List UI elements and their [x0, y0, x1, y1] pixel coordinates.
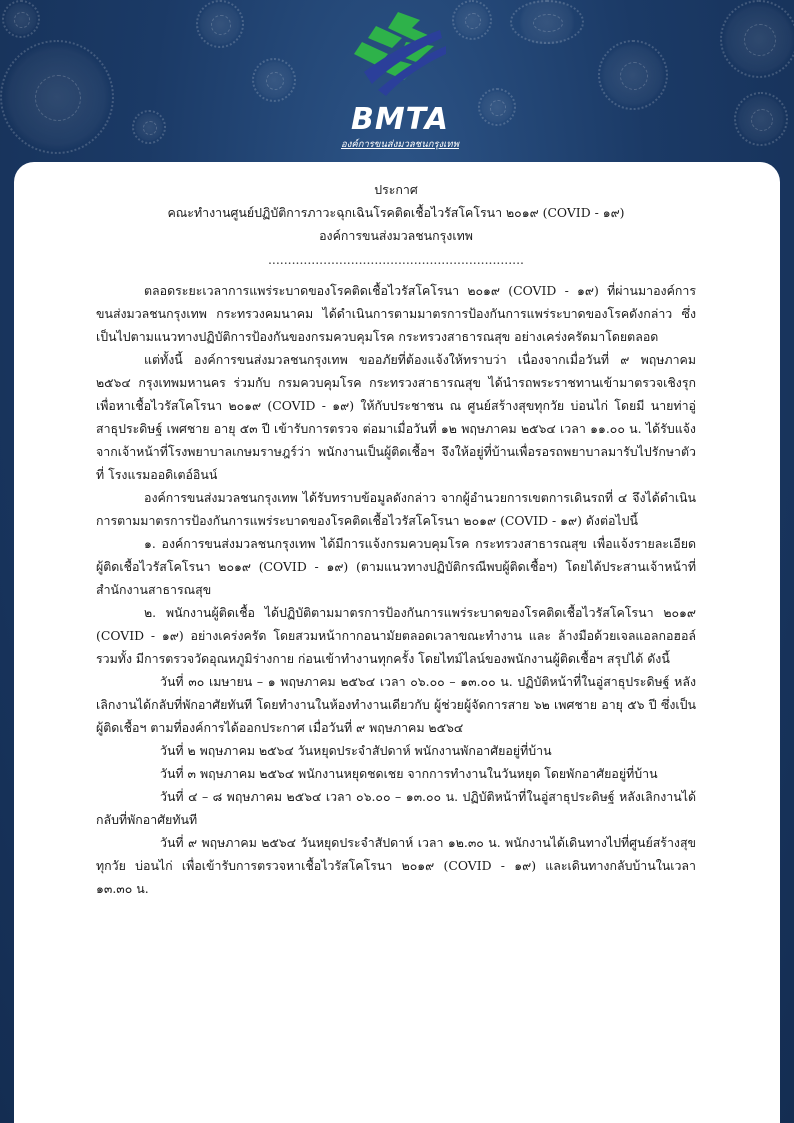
- timeline-item: วันที่ ๔ – ๘ พฤษภาคม ๒๕๖๔ เวลา ๐๖.๐๐ – ๑๓.๐๐ น. ปฏิบัติหน้าที่ในอู่สาธุประดิษฐ์ หลังเลิกงานได้กลับที่พักอาศัยทันที: [96, 789, 696, 827]
- logo-wordmark: BMTA: [350, 102, 450, 137]
- virus-decoration: [598, 40, 668, 110]
- bmta-logo: [342, 8, 458, 158]
- logo-subtitle: องค์การขนส่งมวลชนกรุงเทพ: [341, 139, 459, 150]
- virus-decoration: [2, 0, 40, 38]
- paragraph-measure-2: ๒. พนักงานผู้ติดเชื้อ ได้ปฏิบัติตามมาตรการป้องกันการแพร่ระบาดของโรคติดเชื้อไวรัสโคโรนา ๒๐๑๙ (COVID - ๑๙) อย่างเคร่งครัด โดยสวมหน้ากากอนามัยตลอดเวลาขณะทำงาน และ ล้างมือด้วยเจลแอลกอฮอล์ รวมทั้ง มีการตรวจวัดอุณหภูมิร่างกาย ก่อนเข้าทำงานทุกครั้ง โดยไทม์ไลน์ของพนักงานผู้ติดเชื้อฯ สรุปได้ ดังนี้: [96, 605, 696, 666]
- paragraph-measure-1: ๑. องค์การขนส่งมวลชนกรุงเทพ ได้มีการแจ้งกรมควบคุมโรค กระทรวงสาธารณสุข เพื่อแจ้งรายละเอียดผู้ติดเชื้อไวรัสโคโรนา ๒๐๑๙ (COVID - ๑๙) (ตามแนวทางปฏิบัติกรณีพบผู้ติดเชื้อฯ) โดยได้ประสานเจ้าหน้าที่สำนักงานสาธารณสุข: [96, 536, 696, 597]
- virus-decoration: [734, 92, 788, 146]
- virus-decoration: [196, 0, 244, 48]
- paragraph-response: องค์การขนส่งมวลชนกรุงเทพ ได้รับทราบข้อมูลดังกล่าว จากผู้อำนวยการเขตการเดินรถที่ ๔ จึงได้ดำเนินการตามมาตรการป้องกันการแพร่ระบาดของโรคติดเชื้อไวรัสโคโรนา ๒๐๑๙ (COVID - ๑๙) ดังต่อไปนี้: [96, 490, 696, 528]
- timeline-item: วันที่ ๙ พฤษภาคม ๒๕๖๔ วันหยุดประจำสัปดาห์ เวลา ๑๒.๓๐ น. พนักงานได้เดินทางไปที่ศูนย์สร้างสุขทุกวัย บ่อนไก่ เพื่อเข้ารับการตรวจหาเชื้อไวรัสโคโรนา ๒๐๑๙ (COVID - ๑๙) และเดินทางกลับบ้านในเวลา ๑๓.๓๐ น.: [96, 835, 696, 896]
- announcement-organization: องค์การขนส่งมวลชนกรุงเทพ: [319, 228, 473, 243]
- paragraph-intro: ตลอดระยะเวลาการแพร่ระบาดของโรคติดเชื้อไวรัสโคโรนา ๒๐๑๙ (COVID - ๑๙) ที่ผ่านมาองค์การขนส่งมวลชนกรุงเทพ กระทรวงคมนาคม ได้ดำเนินการตามมาตรการป้องกันการแพร่ระบาดของโรคดังกล่าว ซึ่งเป็นไปตามแนวทางปฏิบัติการป้องกันของกรมควบคุมโรค กระทรวงสาธารณสุข อย่างเคร่งครัดมาโดยตลอด: [96, 283, 696, 344]
- virus-decoration: [252, 58, 296, 102]
- bmta-logo-mark: [342, 8, 458, 104]
- paragraph-incident: แต่ทั้งนี้ องค์การขนส่งมวลชนกรุงเทพ ขออภัยที่ต้องแจ้งให้ทราบว่า เนื่องจากเมื่อวันที่ ๙ พฤษภาคม ๒๕๖๔ กรุงเทพมหานคร ร่วมกับ กรมควบคุมโรค กระทรวงสาธารณสุข ได้นำรถพระราชทานเข้ามาตรวจเชิงรุก เพื่อหาเชื้อไวรัสโคโรนา ๒๐๑๙ (COVID - ๑๙) ให้กับประชาชน ณ ศูนย์สร้างสุขทุกวัย บ่อนไก่ โดยมี นายท่าอู่สาธุประดิษฐ์ เพศชาย อายุ ๕๓ ปี เข้ารับการตรวจ ต่อมาเมื่อวันที่ ๑๒ พฤษภาคม ๒๕๖๔ เวลา ๑๑.๐๐ น. ได้รับแจ้งจากเจ้าหน้าที่โรงพยาบาลเกษมราษฎร์ว่า พนักงานเป็นผู้ติดเชื้อฯ จึงให้อยู่ที่บ้านเพื่อรอรถพยาบาลมารับไปรักษาตัวที่ โรงแรมออดิเตอ์อินน์: [96, 352, 696, 482]
- header-divider: .................................................................: [267, 252, 524, 267]
- timeline-item: วันที่ ๓ พฤษภาคม ๒๕๖๔ พนักงานหยุดชดเชย จากการทำงานในวันหยุด โดยพักอาศัยอยู่ที่บ้าน: [160, 766, 658, 781]
- virus-decoration: [720, 0, 794, 78]
- virus-decoration: [452, 0, 492, 40]
- announcement-type: ประกาศ: [374, 182, 418, 197]
- virus-decoration: [132, 110, 166, 144]
- virus-decoration: [0, 40, 114, 154]
- timeline-item: วันที่ ๓๐ เมษายน – ๑ พฤษภาคม ๒๕๖๔ เวลา ๐๖.๐๐ – ๑๓.๐๐ น. ปฏิบัติหน้าที่ในอู่สาธุประดิษฐ์ หลังเลิกงานได้กลับที่พักอาศัยทันที โดยทำงานในห้องทำงานเดียวกับ ผู้ช่วยผู้จัดการสาย ๖๒ เพศชาย อายุ ๕๖ ปี ซึ่งเป็นผู้ติดเชื้อฯ ตามที่องค์การได้ออกประกาศ เมื่อวันที่ ๙ พฤษภาคม ๒๕๖๔: [96, 674, 696, 735]
- virus-decoration: [510, 0, 584, 44]
- virus-decoration: [478, 88, 516, 126]
- announcement-body: [96, 178, 696, 900]
- timeline-item: วันที่ ๒ พฤษภาคม ๒๕๖๔ วันหยุดประจำสัปดาห์ พนักงานพักอาศัยอยู่ที่บ้าน: [160, 743, 552, 758]
- announcement-title: คณะทำงานศูนย์ปฏิบัติการภาวะฉุกเฉินโรคติดเชื้อไวรัสโคโรนา ๒๐๑๙ (COVID - ๑๙): [167, 205, 625, 220]
